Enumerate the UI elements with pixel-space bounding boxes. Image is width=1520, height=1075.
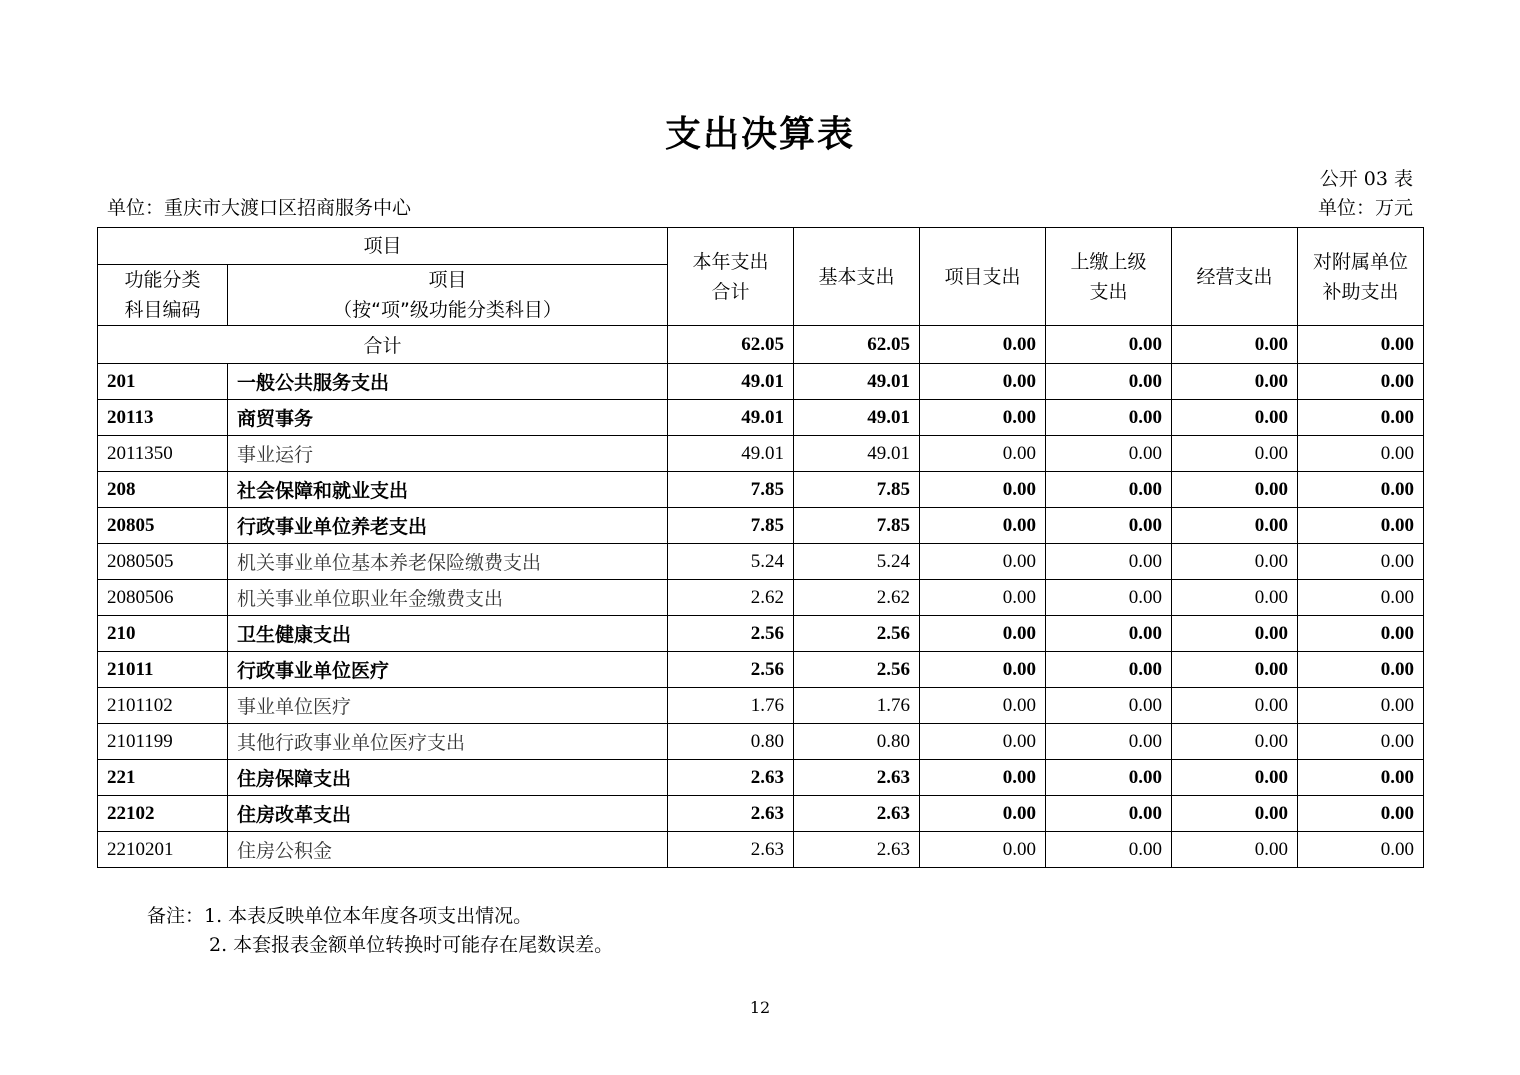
row-value: 0.00 xyxy=(1298,364,1424,400)
row-code: 20113 xyxy=(98,400,228,436)
row-value: 0.00 xyxy=(1046,796,1172,832)
row-value: 0.00 xyxy=(1298,652,1424,688)
row-value: 0.00 xyxy=(920,544,1046,580)
row-name: 机关事业单位职业年金缴费支出 xyxy=(228,580,668,616)
table-row xyxy=(98,544,1424,580)
row-value: 0.00 xyxy=(1172,796,1298,832)
total-row xyxy=(98,326,1424,364)
row-name: 机关事业单位基本养老保险缴费支出 xyxy=(228,544,668,580)
row-value: 0.00 xyxy=(1046,688,1172,724)
row-name: 行政事业单位养老支出 xyxy=(228,508,668,544)
row-name: 行政事业单位医疗 xyxy=(228,652,668,688)
row-value: 0.00 xyxy=(920,616,1046,652)
page-number: 12 xyxy=(749,998,771,1017)
row-code: 2101199 xyxy=(98,724,228,760)
header-row-1 xyxy=(98,228,1424,265)
table-row xyxy=(98,832,1424,868)
row-value: 0.00 xyxy=(1046,544,1172,580)
table-row xyxy=(98,364,1424,400)
row-value: 0.00 xyxy=(920,580,1046,616)
row-value: 0.00 xyxy=(1046,508,1172,544)
table-row xyxy=(98,472,1424,508)
row-value: 0.00 xyxy=(920,760,1046,796)
row-value: 0.00 xyxy=(1172,544,1298,580)
row-value: 0.00 xyxy=(1298,724,1424,760)
expenditure-table xyxy=(97,227,1424,868)
row-value: 0.00 xyxy=(1046,436,1172,472)
row-value: 0.80 xyxy=(794,724,920,760)
row-value: 49.01 xyxy=(668,364,794,400)
row-value: 0.00 xyxy=(1046,724,1172,760)
row-code: 22102 xyxy=(98,796,228,832)
table-row xyxy=(98,796,1424,832)
row-code: 21011 xyxy=(98,652,228,688)
notes xyxy=(147,902,613,960)
row-value: 0.00 xyxy=(1172,724,1298,760)
row-value: 7.85 xyxy=(794,508,920,544)
row-value: 0.00 xyxy=(1298,616,1424,652)
table-row xyxy=(98,688,1424,724)
row-value: 0.00 xyxy=(1172,364,1298,400)
row-value: 0.00 xyxy=(1046,616,1172,652)
row-value: 2.56 xyxy=(668,652,794,688)
row-value: 0.00 xyxy=(920,400,1046,436)
header-col-subsidy xyxy=(1298,228,1424,326)
row-value: 1.76 xyxy=(794,688,920,724)
row-code: 208 xyxy=(98,472,228,508)
row-value: 0.00 xyxy=(1172,508,1298,544)
table-row xyxy=(98,760,1424,796)
row-value: 0.00 xyxy=(1298,580,1424,616)
row-code: 210 xyxy=(98,616,228,652)
row-name: 社会保障和就业支出 xyxy=(228,472,668,508)
row-value: 0.00 xyxy=(1298,688,1424,724)
row-value: 0.00 xyxy=(1172,436,1298,472)
row-value: 2.62 xyxy=(668,580,794,616)
row-code: 201 xyxy=(98,364,228,400)
row-value: 7.85 xyxy=(668,508,794,544)
row-value: 2.62 xyxy=(794,580,920,616)
total-value: 62.05 xyxy=(668,326,794,364)
row-value: 7.85 xyxy=(668,472,794,508)
row-value: 5.24 xyxy=(794,544,920,580)
form-number: 公开 03 表 xyxy=(1319,168,1413,190)
header-col-business: 经营支出 xyxy=(1172,228,1298,326)
row-value: 0.00 xyxy=(1298,796,1424,832)
row-value: 0.00 xyxy=(920,364,1046,400)
header-col-upper xyxy=(1046,228,1172,326)
row-value: 0.00 xyxy=(1298,436,1424,472)
row-code: 2080505 xyxy=(98,544,228,580)
row-value: 0.00 xyxy=(920,652,1046,688)
row-value: 0.00 xyxy=(920,688,1046,724)
row-value: 0.00 xyxy=(1046,652,1172,688)
total-label: 合计 xyxy=(98,326,668,364)
row-code: 2011350 xyxy=(98,436,228,472)
row-value: 0.00 xyxy=(1298,508,1424,544)
header-col-total xyxy=(668,228,794,326)
row-value: 2.63 xyxy=(794,832,920,868)
header-code xyxy=(98,265,228,326)
row-value: 0.00 xyxy=(920,436,1046,472)
row-value: 1.76 xyxy=(668,688,794,724)
row-value: 0.00 xyxy=(1046,400,1172,436)
header-code-line2: 科目编码 xyxy=(124,299,201,321)
note-line-2: 2. 本套报表金额单位转换时可能存在尾数误差。 xyxy=(209,934,614,956)
row-value: 0.00 xyxy=(1172,760,1298,796)
row-value: 0.00 xyxy=(920,508,1046,544)
total-value: 0.00 xyxy=(920,326,1046,364)
row-value: 49.01 xyxy=(668,400,794,436)
row-name: 住房公积金 xyxy=(228,832,668,868)
header-col-project: 项目支出 xyxy=(920,228,1046,326)
row-value: 49.01 xyxy=(794,436,920,472)
row-value: 2.63 xyxy=(668,760,794,796)
row-name: 住房改革支出 xyxy=(228,796,668,832)
row-value: 0.00 xyxy=(1298,544,1424,580)
row-value: 0.00 xyxy=(1172,688,1298,724)
row-value: 2.63 xyxy=(668,832,794,868)
header-col-total-line2: 合计 xyxy=(711,280,750,303)
header-code-line1: 功能分类 xyxy=(124,269,201,291)
row-value: 2.56 xyxy=(794,616,920,652)
header-col-subsidy-line2: 补助支出 xyxy=(1322,280,1399,303)
row-code: 20805 xyxy=(98,508,228,544)
row-value: 2.56 xyxy=(794,652,920,688)
row-value: 7.85 xyxy=(794,472,920,508)
row-value: 5.24 xyxy=(668,544,794,580)
row-value: 0.80 xyxy=(668,724,794,760)
header-col-total-line1: 本年支出 xyxy=(692,250,769,273)
row-value: 0.00 xyxy=(920,796,1046,832)
row-value: 49.01 xyxy=(668,436,794,472)
header-name-line1: 项目 xyxy=(428,269,467,291)
row-name: 事业单位医疗 xyxy=(228,688,668,724)
row-value: 0.00 xyxy=(1172,400,1298,436)
row-value: 0.00 xyxy=(1046,580,1172,616)
header-item-group: 项目 xyxy=(98,228,668,265)
row-code: 2080506 xyxy=(98,580,228,616)
note-line-1: 备注：1. 本表反映单位本年度各项支出情况。 xyxy=(147,905,533,927)
row-name: 住房保障支出 xyxy=(228,760,668,796)
row-value: 0.00 xyxy=(1298,760,1424,796)
row-value: 2.56 xyxy=(668,616,794,652)
reporting-unit: 单位：重庆市大渡口区招商服务中心 xyxy=(107,197,412,219)
row-value: 0.00 xyxy=(1172,580,1298,616)
total-value: 0.00 xyxy=(1046,326,1172,364)
row-value: 0.00 xyxy=(920,832,1046,868)
header-col-basic: 基本支出 xyxy=(794,228,920,326)
table-row xyxy=(98,724,1424,760)
row-code: 2210201 xyxy=(98,832,228,868)
total-value: 0.00 xyxy=(1298,326,1424,364)
row-name: 卫生健康支出 xyxy=(228,616,668,652)
table-row xyxy=(98,652,1424,688)
row-name: 一般公共服务支出 xyxy=(228,364,668,400)
row-value: 2.63 xyxy=(794,760,920,796)
page-title: 支出决算表 xyxy=(664,114,855,155)
row-value: 0.00 xyxy=(920,724,1046,760)
table-row xyxy=(98,436,1424,472)
total-value: 0.00 xyxy=(1172,326,1298,364)
row-value: 49.01 xyxy=(794,400,920,436)
header-name xyxy=(228,265,668,326)
table-row xyxy=(98,508,1424,544)
row-name: 其他行政事业单位医疗支出 xyxy=(228,724,668,760)
row-value: 0.00 xyxy=(1046,364,1172,400)
row-value: 0.00 xyxy=(920,472,1046,508)
row-value: 0.00 xyxy=(1172,652,1298,688)
row-value: 0.00 xyxy=(1046,472,1172,508)
row-value: 0.00 xyxy=(1298,832,1424,868)
row-value: 0.00 xyxy=(1172,472,1298,508)
header-col-subsidy-line1: 对附属单位 xyxy=(1313,250,1409,273)
row-value: 2.63 xyxy=(668,796,794,832)
table-row xyxy=(98,400,1424,436)
row-code: 221 xyxy=(98,760,228,796)
row-value: 0.00 xyxy=(1172,832,1298,868)
header-col-upper-line2: 支出 xyxy=(1089,280,1128,303)
total-value: 62.05 xyxy=(794,326,920,364)
row-name: 事业运行 xyxy=(228,436,668,472)
table-row xyxy=(98,616,1424,652)
row-value: 0.00 xyxy=(1172,616,1298,652)
row-value: 2.63 xyxy=(794,796,920,832)
row-value: 49.01 xyxy=(794,364,920,400)
row-value: 0.00 xyxy=(1298,400,1424,436)
row-code: 2101102 xyxy=(98,688,228,724)
table-row xyxy=(98,580,1424,616)
header-name-line2: （按“项”级功能分类科目） xyxy=(333,299,562,321)
row-name: 商贸事务 xyxy=(228,400,668,436)
row-value: 0.00 xyxy=(1046,760,1172,796)
header-col-upper-line1: 上缴上级 xyxy=(1070,250,1147,273)
currency-unit: 单位：万元 xyxy=(1317,197,1413,219)
row-value: 0.00 xyxy=(1046,832,1172,868)
row-value: 0.00 xyxy=(1298,472,1424,508)
